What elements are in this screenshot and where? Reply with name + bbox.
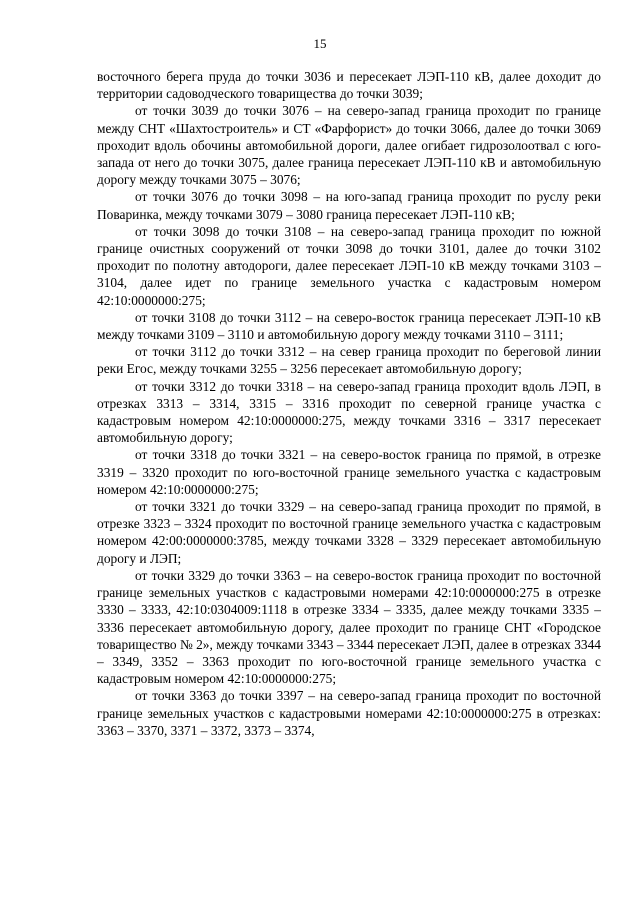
paragraph: от точки 3098 до точки 3108 – на северо-запад граница проходит по южной границе очистных сооружений от точки 3098 до точки 3101, далее до точки 3102 проходит по полотну автодороги, далее пересекает ЛЭП-10 кВ между точками 3103 – 3104, далее идет по границе земельного участка с кадастровым номером 42:10:0000000:275; [97,223,601,308]
paragraph: восточного берега пруда до точки 3036 и пересекает ЛЭП-110 кВ, далее доходит до территории садоводческого товарищества до точки 3039; [97,69,601,102]
paragraph: от точки 3329 до точки 3363 – на северо-восток граница проходит по восточной границе земельных участков с кадастровыми номерами 42:10:0000000:275 в отрезке 3330 – 3333, 42:10:0304009:1118 в отрезке 3334 – 3335, далее между точками 3335 – 3336 пересекает автомобильную дорогу, далее проходит по границе СНТ «Городское товарищество № 2», между точками 3343 – 3344 пересекает ЛЭП, далее в отрезках 3344 – 3349, 3352 – 3363 проходит по юго-восточной границе земельного участка с кадастровым номером 42:10:0000000:275; [97,567,601,687]
paragraph: от точки 3112 до точки 3312 – на север граница проходит по береговой линии реки Егос, между точками 3255 – 3256 пересекает автомобильную дорогу; [97,344,601,377]
paragraph: от точки 3321 до точки 3329 – на северо-запад граница проходит по прямой, в отрезке 3323 – 3324 проходит по восточной границе земельного участка с кадастровым номером 42:00:0000000:3785, между точками 3328 – 3329 пересекает автомобильную дорогу и ЛЭП; [97,499,601,566]
paragraph: от точки 3312 до точки 3318 – на северо-запад граница проходит вдоль ЛЭП, в отрезках 3313 – 3314, 3315 – 3316 проходит по северной границе участка с кадастровым номером 42:10:0000000:275, между точками 3316 – 3317 пересекает автомобильную дорогу; [97,378,601,446]
paragraph: от точки 3076 до точки 3098 – на юго-запад граница проходит по руслу реки Поваринка, между точками 3079 – 3080 граница пересекает ЛЭП-110 кВ; [97,189,601,222]
body-text [97,68,601,739]
paragraph: от точки 3039 до точки 3076 – на северо-запад граница проходит по границе между СНТ «Шахтостроитель» и СТ «Фарфорист» до точки 3066, далее до точки 3069 проходит вдоль обочины автомобильной дороги, далее огибает гидрозолоотвал с юго-запада от него до точки 3075, далее граница пересекает ЛЭП-110 кВ и автомобильную дорогу между точками 3075 – 3076; [97,103,601,188]
page-number: 15 [313,36,327,51]
paragraph: от точки 3318 до точки 3321 – на северо-восток граница по прямой, в отрезке 3319 – 3320 проходит по юго-восточной границе земельного участка с кадастровым номером 42:10:0000000:275; [97,447,601,497]
paragraph: от точки 3108 до точки 3112 – на северо-восток граница пересекает ЛЭП-10 кВ между точками 3109 – 3110 и автомобильную дорогу между точками 3110 – 3111; [97,309,601,343]
paragraph: от точки 3363 до точки 3397 – на северо-запад граница проходит по восточной границе земельных участков с кадастровыми номерами 42:10:0000000:275 в отрезках: 3363 – 3370, 3371 – 3372, 3373 – 3374, [97,688,601,738]
